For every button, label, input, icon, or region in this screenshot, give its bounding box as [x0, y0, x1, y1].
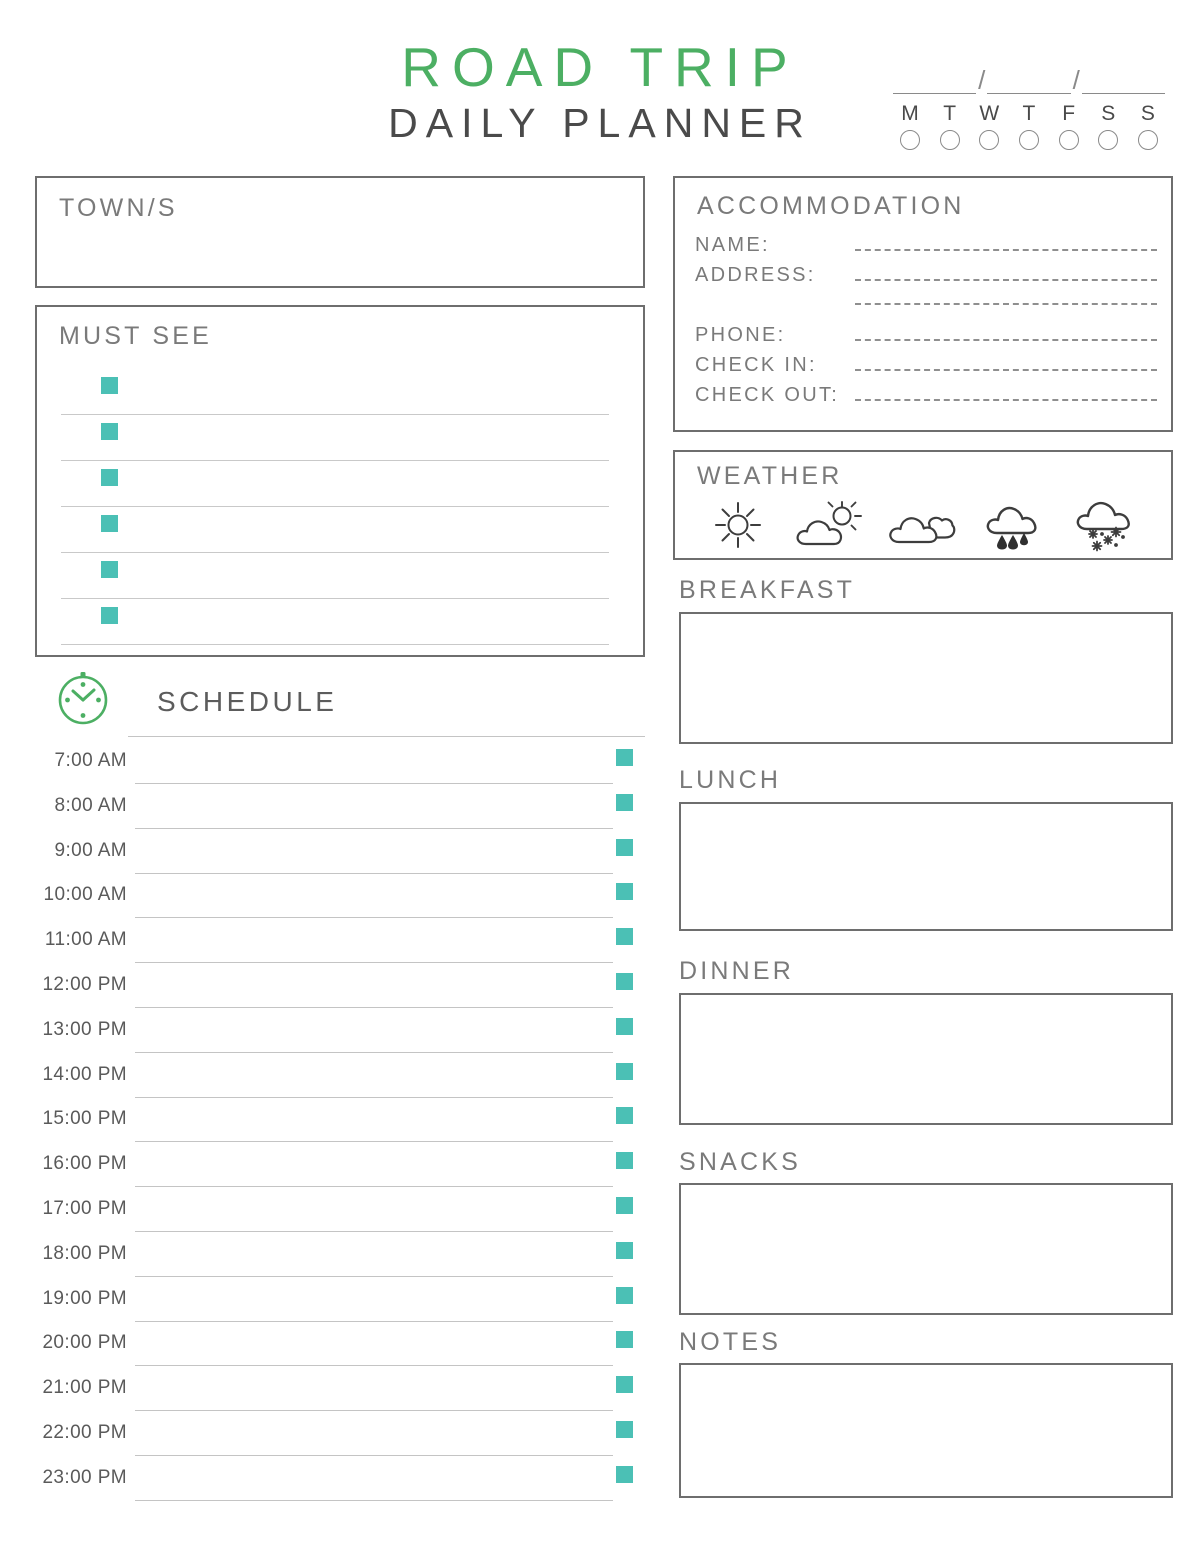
bullet-square-icon [616, 1197, 633, 1214]
address-field[interactable] [855, 270, 1157, 281]
schedule-time-label: 18:00 PM [42, 1242, 127, 1264]
bullet-square-icon [616, 1107, 633, 1124]
bullet-square-icon [616, 928, 633, 945]
must-see-label: MUST SEE [59, 322, 212, 350]
snacks-label: SNACKS [679, 1148, 802, 1176]
schedule-write-line[interactable] [135, 1097, 613, 1098]
schedule-top-rule [128, 736, 645, 737]
weather-box [673, 450, 1173, 560]
towns-box[interactable] [35, 176, 645, 288]
schedule-time-label: 14:00 PM [42, 1063, 127, 1085]
page-header [0, 0, 1200, 170]
day-checkbox-tuesday[interactable] [940, 130, 960, 150]
schedule-time-label: 12:00 PM [42, 973, 127, 995]
weather-options [697, 496, 1153, 559]
day-letter: M [901, 102, 919, 125]
bullet-square-icon [616, 1466, 633, 1483]
schedule-row[interactable] [35, 1234, 647, 1279]
day-of-week-wednesday [972, 102, 1006, 150]
schedule-time-label: 21:00 PM [42, 1377, 127, 1399]
schedule-row[interactable] [35, 1055, 647, 1100]
day-of-week-sunday [1131, 102, 1165, 150]
schedule-write-line[interactable] [135, 1276, 613, 1277]
day-of-week-row [893, 102, 1165, 150]
schedule-row[interactable] [35, 1099, 647, 1144]
bullet-square-icon [101, 515, 118, 532]
schedule-write-line[interactable] [135, 1365, 613, 1366]
day-of-week-tuesday [933, 102, 967, 150]
bullet-square-icon [616, 1018, 633, 1035]
schedule-write-line[interactable] [135, 1141, 613, 1142]
field-label: CHECK IN: [695, 354, 817, 376]
clock-icon [54, 669, 112, 732]
towns-label: TOWN/S [59, 194, 178, 222]
must-see-item[interactable] [61, 553, 609, 599]
schedule-time-label: 15:00 PM [42, 1108, 127, 1130]
schedule-time-label: 13:00 PM [42, 1018, 127, 1040]
date-field-month[interactable] [987, 72, 1070, 94]
day-letter: S [1140, 102, 1155, 125]
day-of-week-monday [893, 102, 927, 150]
dinner-box[interactable] [679, 993, 1173, 1125]
bullet-square-icon [616, 839, 633, 856]
day-letter: S [1101, 102, 1116, 125]
bullet-square-icon [101, 377, 118, 394]
day-checkbox-thursday[interactable] [1019, 130, 1039, 150]
schedule-row[interactable] [35, 1279, 647, 1324]
schedule-header [35, 668, 645, 730]
bullet-square-icon [616, 883, 633, 900]
bullet-square-icon [101, 423, 118, 440]
bullet-square-icon [616, 749, 633, 766]
must-see-item[interactable] [61, 369, 609, 415]
phone-field[interactable] [855, 330, 1157, 341]
accommodation-field-address-line2 [695, 294, 1157, 324]
date-slots [893, 48, 1165, 94]
must-see-item[interactable] [61, 599, 609, 645]
bullet-square-icon [616, 794, 633, 811]
schedule-row[interactable] [35, 1010, 647, 1055]
bullet-square-icon [616, 973, 633, 990]
schedule-write-line[interactable] [135, 828, 613, 829]
notes-box[interactable] [679, 1363, 1173, 1498]
day-letter: T [943, 102, 957, 125]
weather-label: WEATHER [697, 462, 843, 490]
schedule-write-line[interactable] [135, 1007, 613, 1008]
breakfast-box[interactable] [679, 612, 1173, 744]
rain-cloud-icon[interactable] [980, 497, 1044, 558]
bullet-square-icon [101, 561, 118, 578]
schedule-time-label: 23:00 PM [42, 1466, 127, 1488]
snacks-box[interactable] [679, 1183, 1173, 1315]
schedule-time-label: 22:00 PM [42, 1421, 127, 1443]
day-letter: F [1062, 102, 1076, 125]
accommodation-label: ACCOMMODATION [697, 192, 965, 220]
schedule-time-label: 17:00 PM [42, 1197, 127, 1219]
schedule-row[interactable] [35, 1413, 647, 1458]
schedule-row[interactable] [35, 1144, 647, 1189]
snow-cloud-icon[interactable] [1069, 496, 1141, 559]
schedule-write-line[interactable] [135, 1231, 613, 1232]
accommodation-field-check-in [695, 354, 1157, 384]
day-checkbox-wednesday[interactable] [979, 130, 999, 150]
field-label: PHONE: [695, 324, 786, 346]
bullet-square-icon [616, 1287, 633, 1304]
date-field-day[interactable] [893, 72, 976, 94]
bullet-square-icon [616, 1421, 633, 1438]
check-in-field[interactable] [855, 360, 1157, 371]
day-checkbox-sunday[interactable] [1138, 130, 1158, 150]
schedule-time-label: 10:00 AM [43, 884, 127, 906]
date-field-year[interactable] [1082, 72, 1165, 94]
schedule-write-line[interactable] [135, 1321, 613, 1322]
schedule-row[interactable] [35, 965, 647, 1010]
schedule-time-label: 16:00 PM [42, 1153, 127, 1175]
day-of-week-friday [1052, 102, 1086, 150]
schedule-write-line[interactable] [135, 873, 613, 874]
schedule-row[interactable] [35, 786, 647, 831]
must-see-list [61, 369, 609, 645]
sun-icon[interactable] [709, 499, 767, 556]
must-see-item[interactable] [61, 415, 609, 461]
schedule-row[interactable] [35, 831, 647, 876]
page-title: ROAD TRIP [401, 36, 799, 98]
schedule-write-line[interactable] [135, 1455, 613, 1456]
lunch-label: LUNCH [679, 766, 782, 794]
schedule-write-line[interactable] [135, 1410, 613, 1411]
name-field[interactable] [855, 240, 1157, 251]
day-of-week-saturday [1091, 102, 1125, 150]
schedule-row[interactable] [35, 1368, 647, 1413]
bullet-square-icon [616, 1242, 633, 1259]
bullet-square-icon [616, 1152, 633, 1169]
bullet-square-icon [616, 1063, 633, 1080]
schedule-write-line[interactable] [135, 783, 613, 784]
schedule-write-line[interactable] [135, 1500, 613, 1501]
schedule-time-label: 7:00 AM [54, 750, 127, 771]
lunch-box[interactable] [679, 802, 1173, 931]
schedule-row[interactable] [35, 920, 647, 965]
bullet-square-icon [616, 1376, 633, 1393]
schedule-row[interactable] [35, 875, 647, 920]
schedule-list [35, 741, 647, 1503]
schedule-write-line[interactable] [135, 1052, 613, 1053]
accommodation-fields [695, 234, 1157, 414]
sun-behind-cloud-icon[interactable] [792, 499, 862, 556]
bullet-square-icon [101, 469, 118, 486]
dinner-label: DINNER [679, 957, 795, 985]
accommodation-field-phone [695, 324, 1157, 354]
schedule-time-label: 8:00 AM [54, 794, 127, 816]
page-subtitle: DAILY PLANNER [388, 100, 812, 147]
schedule-row[interactable] [35, 741, 647, 786]
schedule-row[interactable] [35, 1189, 647, 1234]
title-block [240, 38, 960, 150]
date-separator-2: / [1072, 64, 1080, 95]
must-see-item[interactable] [61, 461, 609, 507]
day-of-week-thursday [1012, 102, 1046, 150]
day-checkbox-monday[interactable] [900, 130, 920, 150]
schedule-time-label: 20:00 PM [42, 1332, 127, 1354]
accommodation-box [673, 176, 1173, 432]
schedule-time-label: 9:00 AM [54, 839, 127, 861]
bullet-square-icon [101, 607, 118, 624]
must-see-box [35, 305, 645, 657]
day-letter: W [979, 102, 1000, 125]
schedule-row[interactable] [35, 1458, 647, 1503]
date-separator-1: / [978, 64, 986, 95]
accommodation-field-check-out [695, 384, 1157, 414]
accommodation-field-address [695, 264, 1157, 294]
address-field-line2[interactable] [855, 294, 1157, 305]
field-label: CHECK OUT: [695, 384, 840, 406]
day-checkbox-friday[interactable] [1059, 130, 1079, 150]
day-checkbox-saturday[interactable] [1098, 130, 1118, 150]
day-letter: T [1022, 102, 1036, 125]
check-out-field[interactable] [855, 390, 1157, 401]
schedule-time-label: 11:00 AM [44, 929, 127, 951]
schedule-label: SCHEDULE [157, 686, 338, 717]
schedule-time-label: 19:00 PM [42, 1287, 127, 1309]
cloud-icon[interactable] [886, 499, 956, 556]
schedule-row[interactable] [35, 1323, 647, 1368]
schedule-write-line[interactable] [135, 1186, 613, 1187]
breakfast-label: BREAKFAST [679, 576, 856, 604]
bullet-square-icon [616, 1331, 633, 1348]
accommodation-field-name [695, 234, 1157, 264]
notes-label: NOTES [679, 1328, 782, 1356]
must-see-item[interactable] [61, 507, 609, 553]
date-block [893, 48, 1165, 150]
field-label: ADDRESS: [695, 264, 816, 286]
field-label: NAME: [695, 234, 770, 256]
schedule-write-line[interactable] [135, 917, 613, 918]
schedule-write-line[interactable] [135, 962, 613, 963]
